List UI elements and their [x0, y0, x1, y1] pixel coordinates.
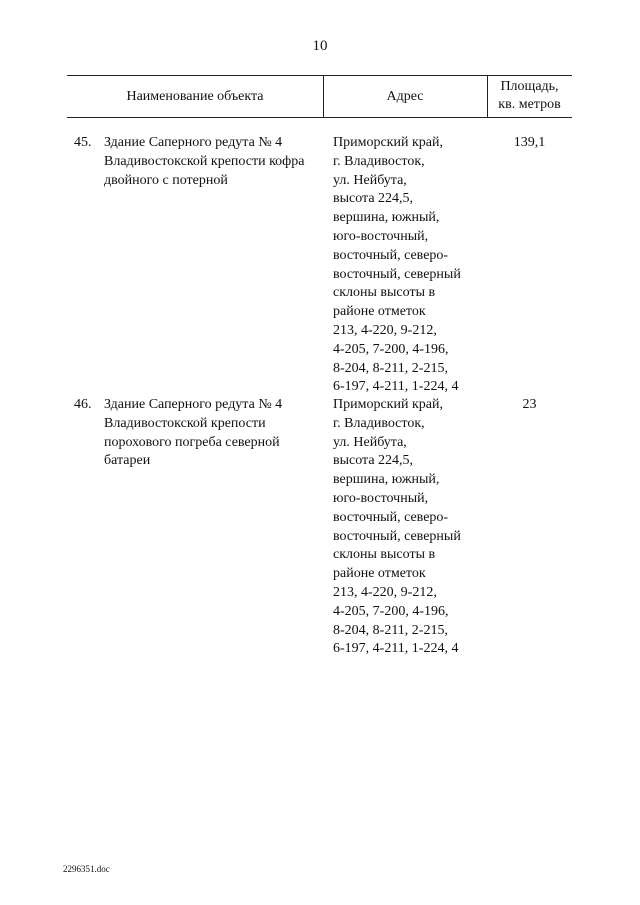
document-file-code: 2296351.doc — [63, 864, 110, 874]
row-number: 45. — [74, 135, 92, 150]
row-number: 46. — [74, 397, 92, 412]
row-object-name: Здание Саперного редута № 4 Владивостокской крепости кофра двойного с потерной — [104, 135, 305, 188]
page-number: 10 — [312, 38, 328, 54]
row-area: 23 — [522, 397, 537, 412]
header-area: Площадь, кв. метров — [498, 79, 561, 112]
table-header-rule — [67, 117, 572, 118]
row-area: 139,1 — [513, 135, 546, 150]
table-top-rule — [67, 75, 572, 76]
row-address: Приморский край, г. Владивосток, ул. Нейбута, высота 224,5, вершина, южный, юго-восточный, восточный, северо- восточный, северный склоны высоты в районе отметок 213, 4-220, 9-212, 4-205, 7-200, 4-196, 8-204, 8-211, 2-215, 6-197, 4-211, 1-224, 4 — [333, 397, 461, 657]
header-object-name: Наименование объекта — [126, 89, 264, 104]
header-address: Адрес — [386, 89, 424, 104]
row-address: Приморский край, г. Владивосток, ул. Нейбута, высота 224,5, вершина, южный, юго-восточный, восточный, северо- восточный, северный склоны высоты в районе отметок 213, 4-220, 9-212, 4-205, 7-200, 4-196, 8-204, 8-211, 2-215, 6-197, 4-211, 1-224, 4 — [333, 135, 461, 395]
row-object-name: Здание Саперного редута № 4 Владивостокской крепости порохового погреба северной батареи — [104, 397, 283, 469]
